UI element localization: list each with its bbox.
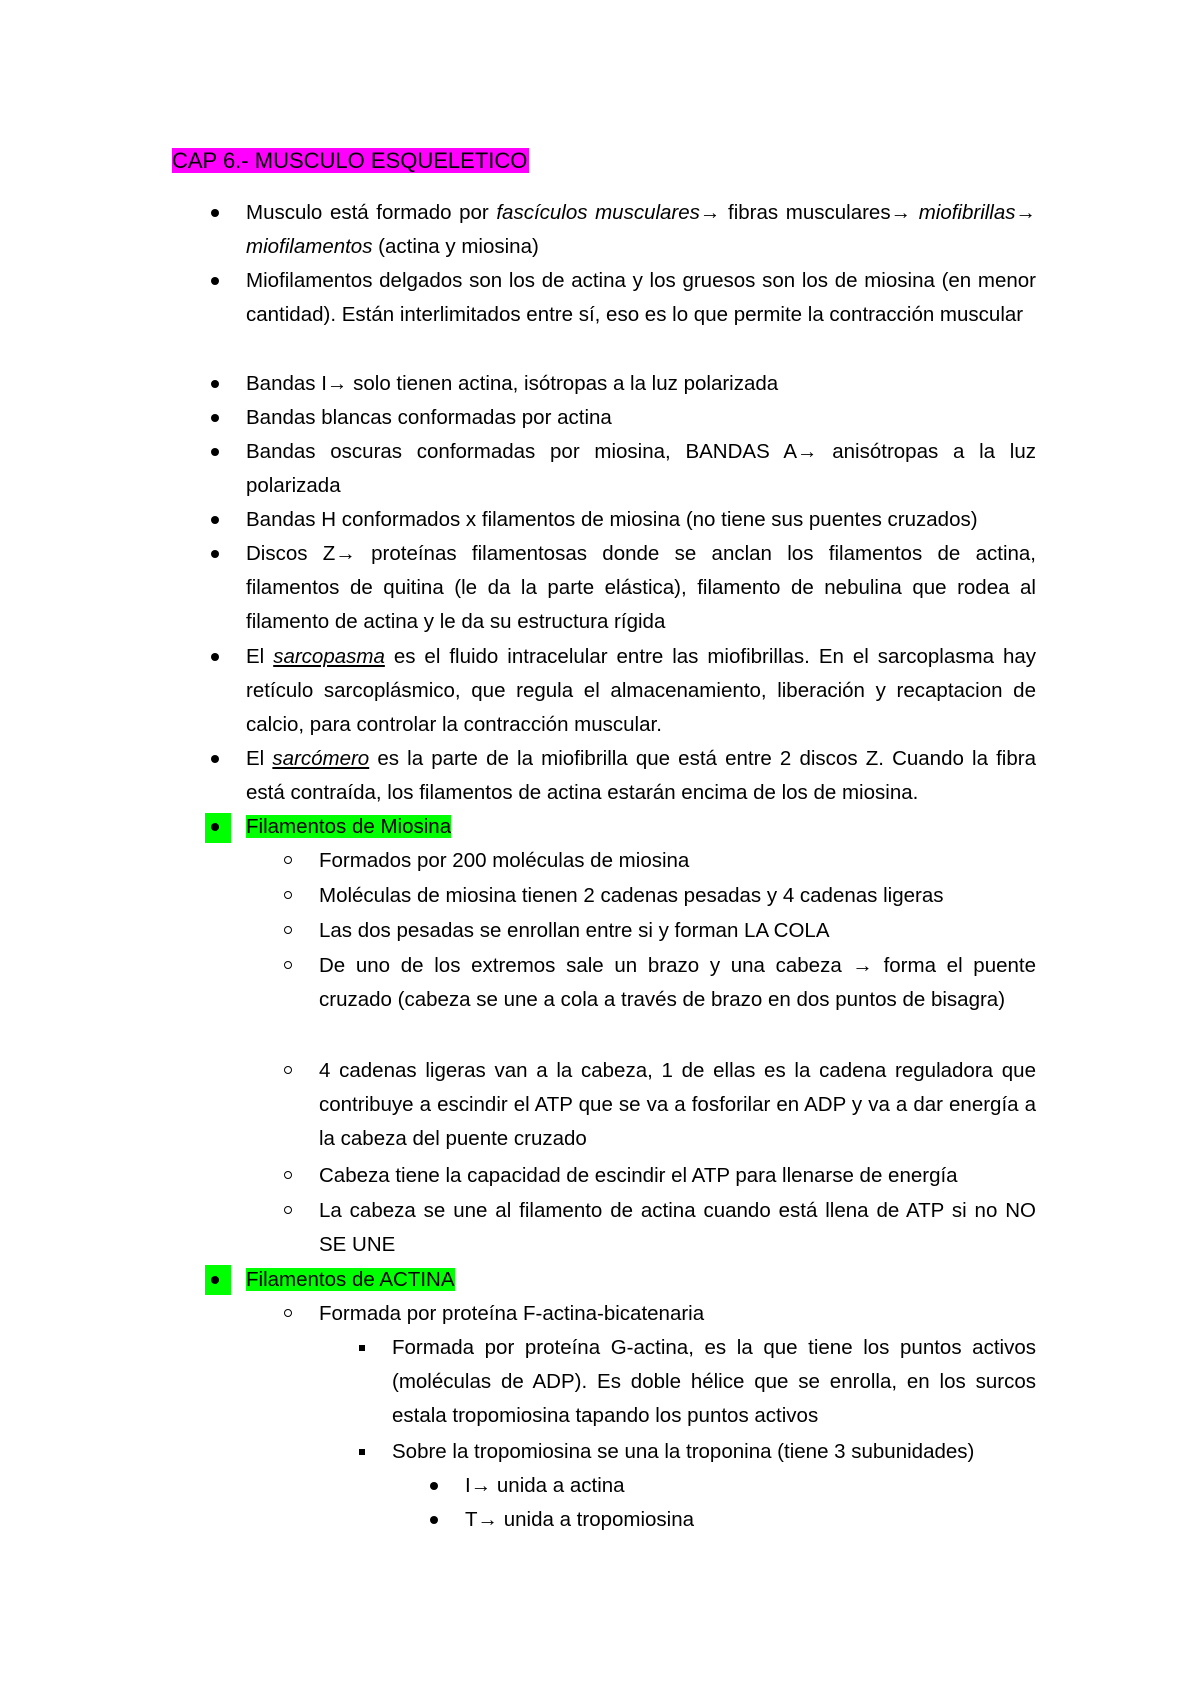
- list-item: [392, 1331, 1036, 1433]
- item-text: Sobre la tropomiosina se una la troponina (tiene 3 subunidades): [392, 1440, 975, 1463]
- item-text: La cabeza se une al filamento de actina cuando está llena de ATP si no NO SE UNE: [319, 1199, 1036, 1256]
- item-text: Formados por 200 moléculas de miosina: [319, 849, 690, 872]
- item-text: → fibras musculares→: [699, 201, 919, 224]
- item-text: Las dos pesadas se enrollan entre si y forman LA COLA: [319, 919, 830, 942]
- item-text: es el fluido intracelular entre las miofibrillas. En el sarcoplasma hay retículo sarcoplásmico, que regula el almacenamiento, liberación y recaptacion de calcio, para controlar la contracción muscular.: [246, 645, 1036, 736]
- list-item: [319, 1297, 1036, 1331]
- list-item: [392, 1435, 1036, 1469]
- item-text-underlined: sarcómero: [272, 747, 370, 770]
- item-text: Bandas I→ solo tienen actina, isótropas a la luz polarizada: [246, 372, 779, 395]
- item-text: Musculo está formado por: [246, 201, 497, 224]
- item-text: I→ unida a actina: [465, 1474, 625, 1497]
- item-text: Cabeza tiene la capacidad de escindir el ATP para llenarse de energía: [319, 1164, 958, 1187]
- item-text-underlined: sarcopasma: [273, 645, 385, 668]
- item-text: (actina y miosina): [372, 235, 539, 258]
- item-text: El: [246, 645, 274, 668]
- section-heading-actina: [246, 1263, 1036, 1297]
- list-item: [246, 640, 1036, 742]
- list-item: [246, 401, 1036, 435]
- list-item: [246, 435, 1036, 503]
- item-text-italic: fascículos musculares: [496, 201, 700, 224]
- list-item: [319, 1194, 1036, 1262]
- item-text: 4 cadenas ligeras van a la cabeza, 1 de ellas es la cadena reguladora que contribuye a escindir el ATP que se va a fosforilar en ADP y va a dar energía a la cabeza del puente cruzado: [319, 1059, 1036, 1150]
- item-text: Formada por proteína F-actina-bicatenaria: [319, 1302, 705, 1325]
- list-item: [246, 742, 1036, 810]
- list-item: [319, 879, 1036, 913]
- item-text: Discos Z→ proteínas filamentosas donde se anclan los filamentos de actina, filamentos de quitina (le da la parte elástica), filamento de nebulina que rodea al filamento de actina y le da su estructura rígida: [246, 542, 1036, 633]
- item-text: Bandas oscuras conformadas por miosina, BANDAS A→ anisótropas a la luz polarizada: [246, 440, 1036, 497]
- list-item: [465, 1503, 1036, 1537]
- item-text: Bandas H conformados x filamentos de miosina (no tiene sus puentes cruzados): [246, 508, 978, 531]
- list-item: [319, 1054, 1036, 1156]
- item-text: Moléculas de miosina tienen 2 cadenas pesadas y 4 cadenas ligeras: [319, 884, 944, 907]
- chapter-title: [172, 146, 529, 176]
- item-text: es la parte de la miofibrilla que está entre 2 discos Z. Cuando la fibra está contraída, los filamentos de actina estarán encima de los de miosina.: [246, 747, 1036, 804]
- item-text: Formada por proteína G-actina, es la que tiene los puntos activos (moléculas de ADP). Es doble hélice que se enrolla, en los surcos estala tropomiosina tapando los puntos activos: [392, 1336, 1036, 1427]
- item-text-highlighted: Filamentos de ACTINA: [246, 1268, 455, 1291]
- list-item: [319, 949, 1036, 1017]
- list-item: [246, 503, 1036, 537]
- list-item: [246, 537, 1036, 639]
- item-text: Miofilamentos delgados son los de actina y los gruesos son los de miosina (en menor cantidad). Están interlimitados entre sí, eso es lo que permite la contracción muscular: [246, 269, 1036, 326]
- item-text: Bandas blancas conformadas por actina: [246, 406, 612, 429]
- list-item: [465, 1469, 1036, 1503]
- chapter-title-text: CAP 6.- MUSCULO ESQUELETICO: [172, 148, 528, 173]
- item-text: T→ unida a tropomiosina: [465, 1508, 695, 1531]
- item-text-italic: miofibrillas→ miofilamentos: [246, 201, 1037, 258]
- list-item: [246, 264, 1036, 332]
- list-item: [319, 1159, 1036, 1193]
- section-heading-miosina: [246, 810, 1036, 844]
- list-item: [319, 914, 1036, 948]
- item-text-highlighted: Filamentos de Miosina: [246, 815, 452, 838]
- list-item: [246, 196, 1036, 264]
- item-text: De uno de los extremos sale un brazo y una cabeza → forma el puente cruzado (cabeza se une a cola a través de brazo en dos puntos de bisagra): [319, 954, 1036, 1011]
- list-item: [246, 367, 1036, 401]
- item-text: El: [246, 747, 273, 770]
- list-item: [319, 844, 1036, 878]
